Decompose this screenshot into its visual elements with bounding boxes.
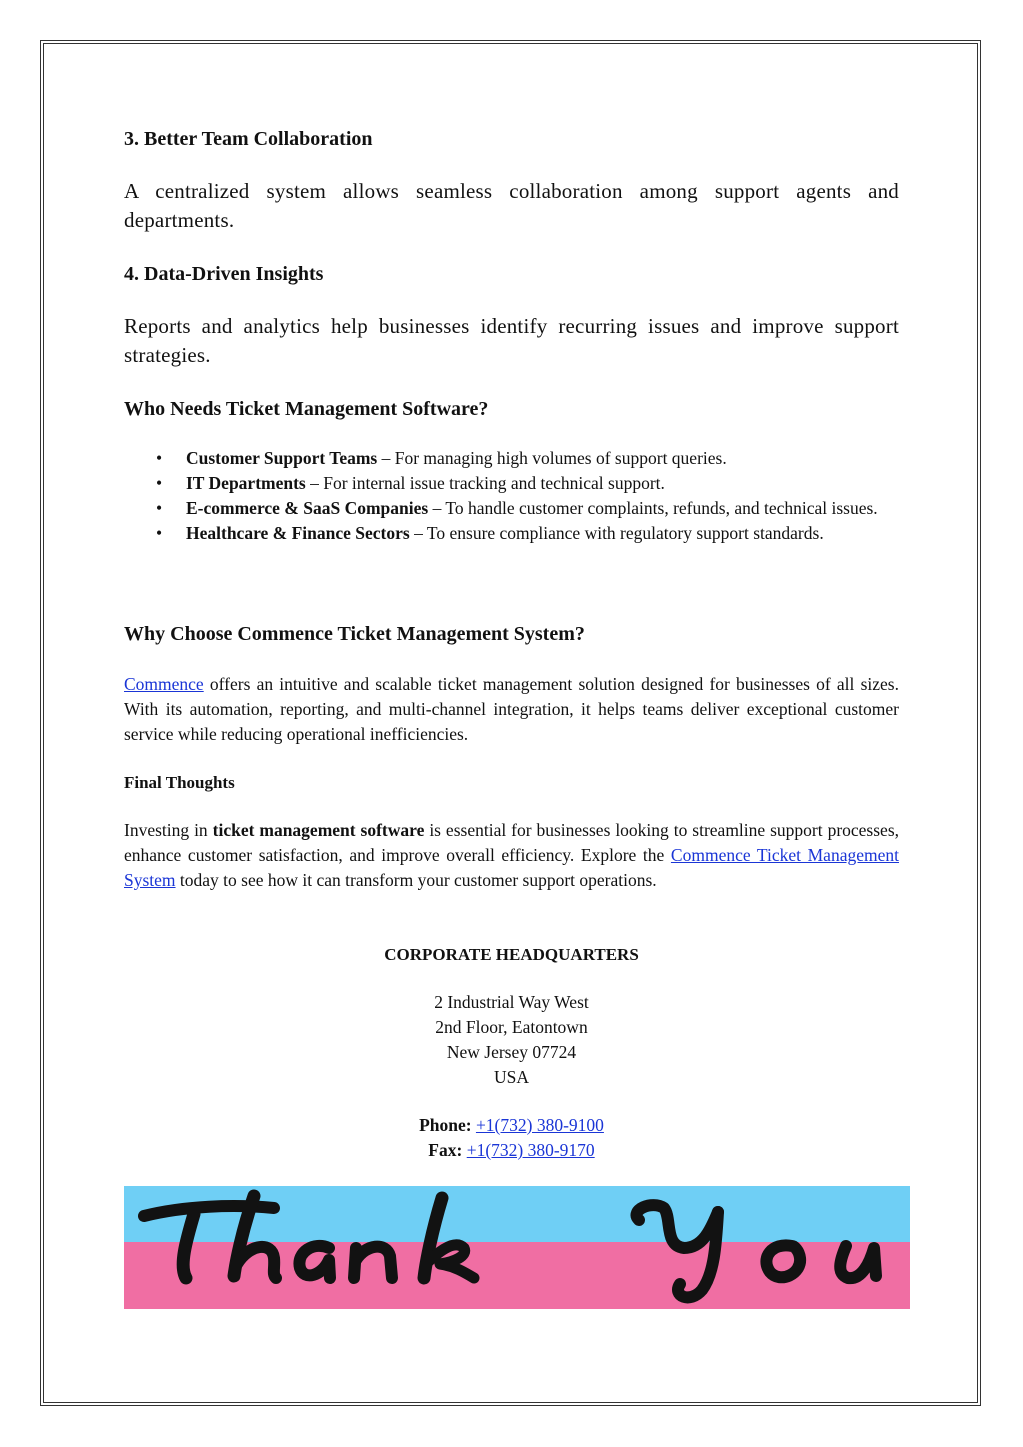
section-heading-final-thoughts: Final Thoughts [124,773,235,792]
final-text-bold: ticket management software [212,820,425,840]
paragraph-data-insights: Reports and analytics help businesses identify recurring issues and improve support strategies. [124,314,899,367]
bullet-icon: • [156,523,163,543]
commence-ticket-system-link[interactable]: Commence Ticket Management System [124,845,899,890]
address-line: 2 Industrial Way West [434,992,589,1012]
thank-you-banner [124,1186,910,1309]
section-heading-who-needs: Who Needs Ticket Management Software? [124,398,489,420]
list-item [124,496,899,521]
list-item-title: Customer Support Teams [186,448,378,468]
list-item [124,521,899,546]
list-item [124,471,899,496]
list-item-text: – For managing high volumes of support queries. [377,448,727,468]
list-item-text: – To handle customer complaints, refunds, and technical issues. [428,498,878,518]
paragraph-final-thoughts [124,818,899,893]
address-line: 2nd Floor, Eatontown [435,1017,588,1037]
commence-link[interactable]: Commence [124,674,204,694]
list-item-title: Healthcare & Finance Sectors [186,523,410,543]
thank-you-script-graphic [124,1186,910,1309]
contact-numbers [124,1113,899,1163]
phone-row [124,1113,899,1138]
audience-list [124,446,899,546]
address-block [124,990,899,1090]
list-item-text: – For internal issue tracking and technical support. [305,473,665,493]
final-text-pre: Investing in [124,820,213,840]
final-text-post: today to see how it can transform your customer support operations. [175,870,657,890]
headquarters-heading: CORPORATE HEADQUARTERS [384,945,639,964]
paragraph-why-choose [124,672,899,747]
fax-link[interactable]: +1(732) 380-9170 [466,1140,595,1160]
paragraph-team-collaboration: A centralized system allows seamless collaboration among support agents and departments. [124,179,899,232]
section-heading-data-insights: 4. Data-Driven Insights [124,263,324,285]
bullet-icon: • [156,473,163,493]
bullet-icon: • [156,498,163,518]
fax-label: Fax: [428,1140,467,1160]
why-choose-text: offers an intuitive and scalable ticket management solution designed for businesses of all sizes. With its automation, reporting, and multi-channel integration, it helps teams deliver exceptional customer service while reducing operational inefficiencies. [124,674,899,744]
list-item-title: IT Departments [186,473,306,493]
list-item-text: – To ensure compliance with regulatory support standards. [409,523,824,543]
phone-link[interactable]: +1(732) 380-9100 [475,1115,604,1135]
section-heading-team-collaboration: 3. Better Team Collaboration [124,128,373,150]
address-line: New Jersey 07724 [446,1042,577,1062]
fax-row [124,1138,899,1163]
list-item [124,446,899,471]
list-item-title: E-commerce & SaaS Companies [186,498,429,518]
section-heading-why-choose: Why Choose Commence Ticket Management System? [124,623,585,645]
bullet-icon: • [156,448,163,468]
address-line: USA [493,1067,529,1087]
final-text-mid: is essential for businesses looking to streamline support processes, enhance customer satisfaction, and improve overall efficiency. Explore the [124,820,900,865]
phone-label: Phone: [419,1115,476,1135]
